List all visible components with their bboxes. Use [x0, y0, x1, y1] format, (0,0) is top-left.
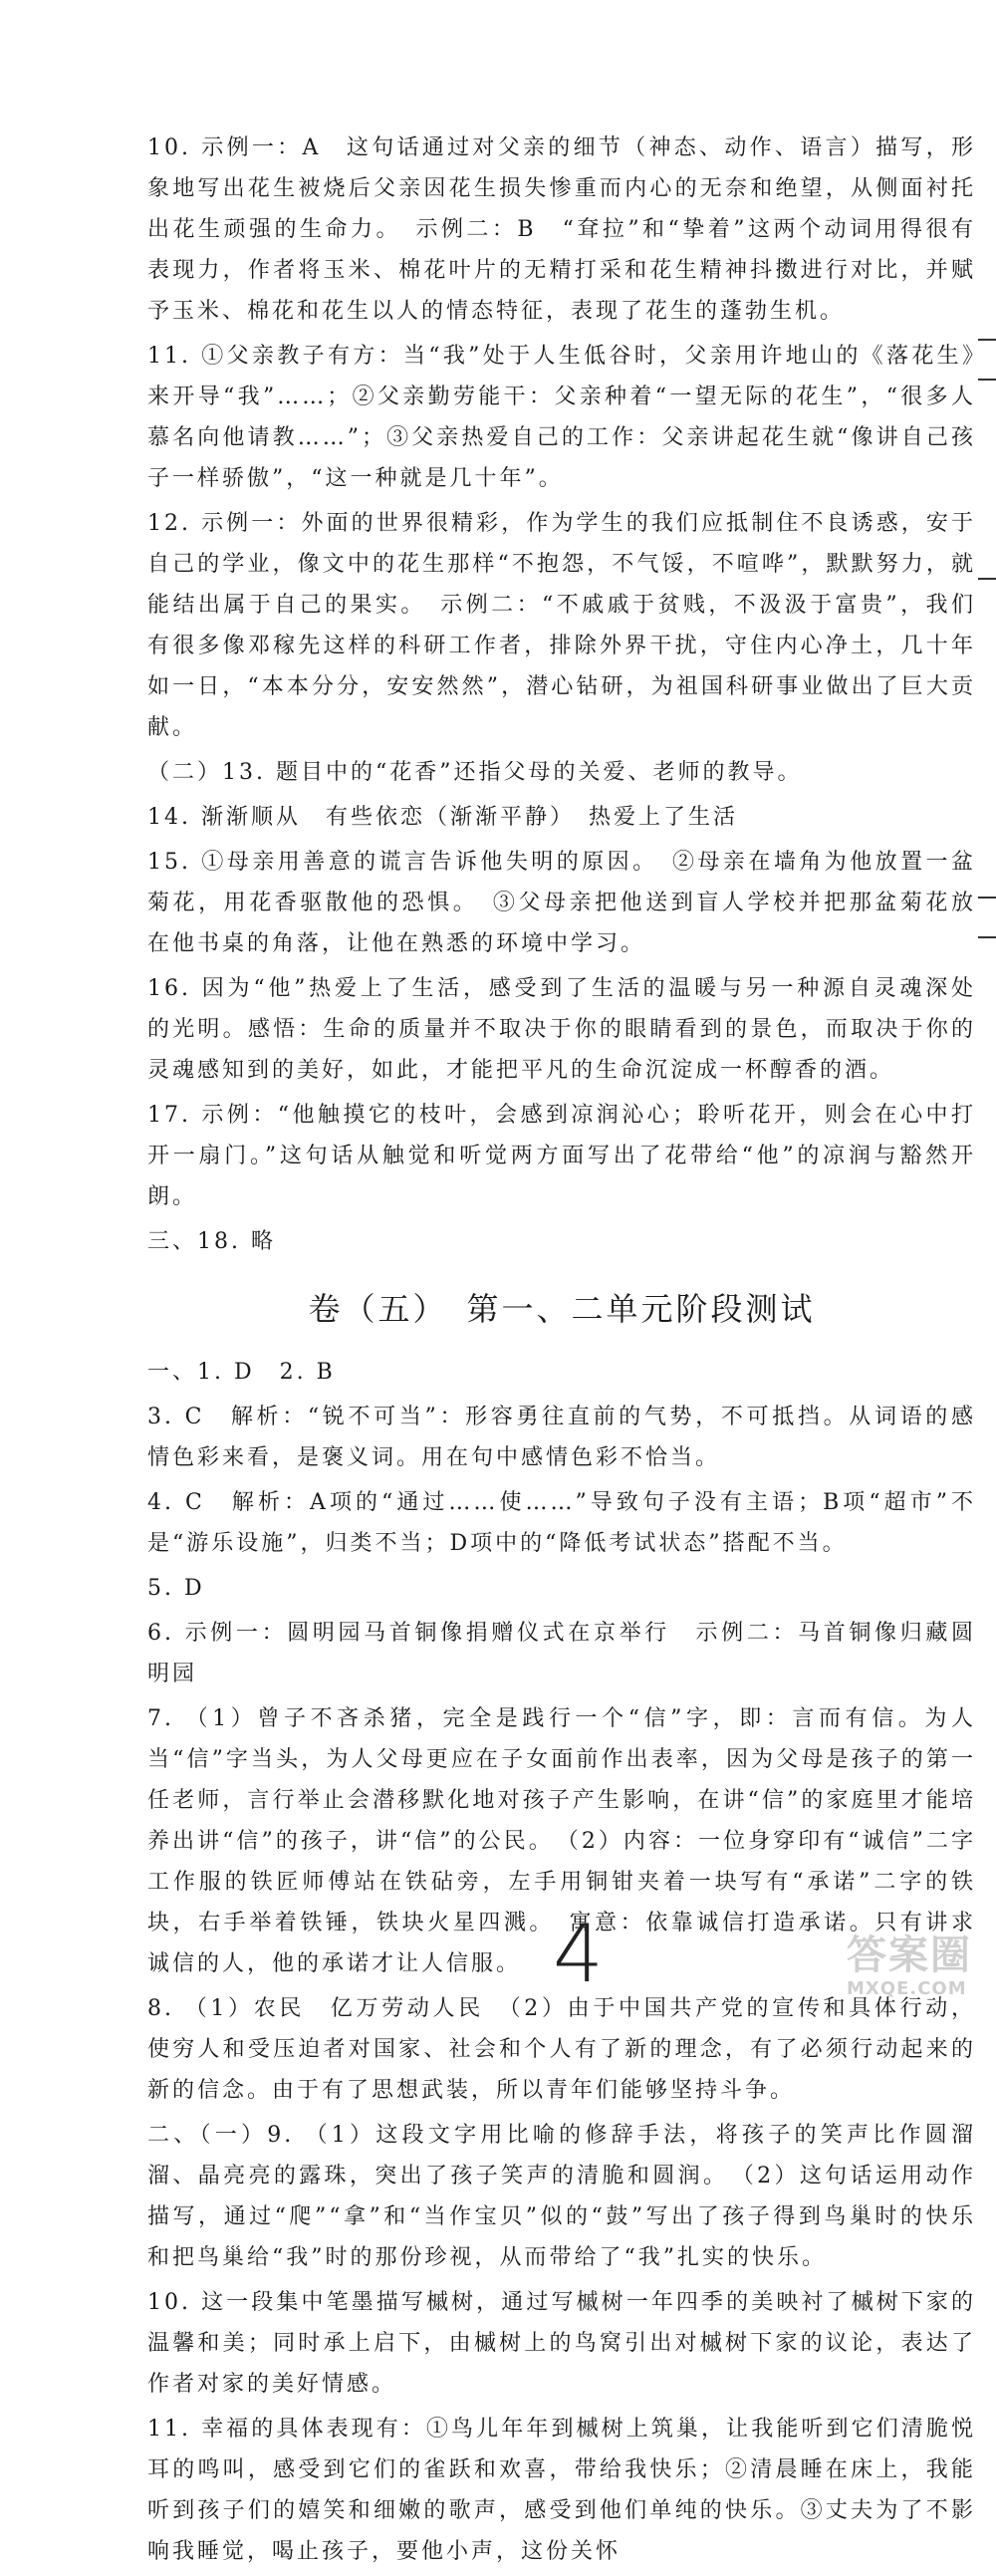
- answer-content: [147, 128, 976, 2576]
- site-watermark-logo: [847, 1932, 996, 2012]
- answer-14: 14. 渐渐顺从 有些依恋（渐渐平静） 热爱上了生活: [147, 805, 738, 830]
- answer-9: 二、（一）9. （1）这段文字用比喻的修辞手法，将孩子的笑声比作圆溜溜、晶亮亮的露珠，突出了孩子笑声的清脆和圆润。 （2）这句话运用动作描写，通过“爬”“拿”和“当作宝贝”似的“鼓”写出了孩子得到鸟巢时的快乐和把鸟巢给“我”时的那份珍视，从而带给了“我”扎实的快乐。: [147, 2123, 976, 2270]
- answer-15: 15. ①母亲用善意的谎言告诉他失明的原因。 ②母亲在墙角为他放置一盆菊花，用花香驱散他的恐惧。 ③父母亲把他送到盲人学校并把那盆菊花放在他书桌的角落，让他在熟悉的环境中学习。: [147, 850, 976, 956]
- answer-5: 5. D: [147, 1576, 205, 1601]
- answer-18: 三、18. 略: [147, 1229, 276, 1254]
- answer-13: （二）13. 题目中的“花香”还指父母的关爱、老师的教导。: [147, 760, 803, 785]
- answer-10: 10. 示例一：A 这句话通过对父亲的细节（神态、动作、语言）描写，形象地写出花生被烧后父亲因花生损失惨重而内心的无奈和绝望，从侧面衬托出花生顽强的生命力。 示例二：B “耷拉”和“挚着”这两个动词用得很有表现力，作者将玉米、棉花叶片的无精打采和花生精神抖擞进行对比，并赋予玉米、棉花和花生以人的情态特征，表现了花生的蓬勃生机。: [147, 135, 976, 324]
- answer-11: 11. ①父亲教子有方：当“我”处于人生低谷时，父亲用许地山的《落花生》来开导“我”……；②父亲勤劳能干：父亲种着“一望无际的花生”，“很多人慕名向他请教……”；③父亲热爱自己的工作：父亲讲起花生就“像讲自己孩子一样骄傲”，“这一种就是几十年”。: [147, 344, 976, 491]
- answer-17: 17. 示例：“他触摸它的枝叶，会感到凉润沁心；聆听花开，则会在心中打开一扇门。”这句话从触觉和听觉两方面写出了花带给“他”的凉润与豁然开朗。: [147, 1103, 976, 1209]
- handwritten-page-number: 4: [553, 1908, 604, 2000]
- answer-12: 12. 示例一：外面的世界很精彩，作为学生的我们应抵制住不良诱惑，安于自己的学业，像文中的花生那样“不抱怨，不气馁，不喧哗”，默默努力，就能结出属于自己的果实。 示例二：“不戚戚于贫贱，不汲汲于富贵”，我们有很多像邓稼先这样的科研工作者，排除外界干扰，守住内心净土，几十年如一日，“本本分分，安安然然”，潜心钻研，为祖国科研事业做出了巨大贡献。: [147, 511, 976, 740]
- answer-10b: 10. 这一段集中笔墨描写槭树，通过写槭树一年四季的美映衬了槭树下家的温馨和美；同时承上启下，由槭树上的鸟窝引出对槭树下家的议论，表达了作者对家的美好情感。: [147, 2290, 976, 2397]
- margin-mark: [978, 379, 996, 381]
- margin-mark: [978, 339, 996, 341]
- margin-mark: [978, 936, 996, 938]
- answer-7: 7. （1）曾子不吝杀猪，完全是践行一个“信”字，即：言而有信。为人当“信”字当头，为人父母更应在子女面前作出表率，因为父母是孩子的第一任老师，言行举止会潜移默化地对孩子产生影响，在讲“信”的家庭里才能培养出讲“信”的孩子，讲“信”的公民。 （2）内容：一位身穿印有“诚信”二字工作服的铁匠师傅站在铁砧旁，左手用铜钳夹着一块写有“承诺”二字的铁块，右手举着铁锤，铁块火星四溅。 寓意：依靠诚信打造承诺。只有讲求诚信的人，他的承诺才让人信服。: [147, 1706, 976, 1976]
- watermark-text: 答案圈: [847, 1932, 972, 1978]
- section-title: 卷（五） 第一、二单元阶段测试: [308, 1290, 816, 1328]
- answer-16: 16. 因为“他”热爱上了生活，感受到了生活的温暖与另一种源自灵魂深处的光明。感悟：生命的质量并不取决于你的眼睛看到的景色，而取决于你的灵魂感知到的美好，如此，才能把平凡的生命沉淀成一杯醇香的酒。: [147, 976, 976, 1083]
- answer-8: 8. （1）农民 亿万劳动人民 （2）由于中国共产党的宣传和具体行动，使穷人和受压迫者对国家、社会和个人有了新的理念，有了必须行动起来的新的信念。由于有了思想武装，所以青年们能够坚持斗争。: [147, 1996, 976, 2103]
- answer-1-2: 一、1. D 2. B: [147, 1360, 336, 1385]
- binding-margin-marks: [972, 339, 996, 1136]
- margin-mark: [978, 897, 996, 899]
- answer-11b: 11. 幸福的具体表现有：①鸟儿年年到槭树上筑巢，让我能听到它们清脆悦耳的鸣叫，感受到它们的雀跃和欢喜，带给我快乐；②清晨睡在床上，我能听到孩子们的嬉笑和细嫩的歌声，感受到他们单纯的快乐。③丈夫为了不影响我睡觉，喝止孩子，要他小声，这份关怀: [147, 2417, 976, 2564]
- answer-6: 6. 示例一：圆明园马首铜像捐赠仪式在京举行 示例二：马首铜像归藏圆明园: [147, 1621, 976, 1686]
- margin-mark: [978, 578, 996, 580]
- answer-3: 3. C 解析：“锐不可当”：形容勇往直前的气势，不可抵挡。从词语的感情色彩来看，是褒义词。用在句中感情色彩不恰当。: [147, 1405, 976, 1470]
- answer-4: 4. C 解析：A项的“通过……使……”导致句子没有主语；B项“超市”不是“游乐设施”，归类不当；D项中的“降低考试状态”搭配不当。: [147, 1490, 976, 1556]
- watermark-url: MXQE.COM: [847, 1978, 967, 1999]
